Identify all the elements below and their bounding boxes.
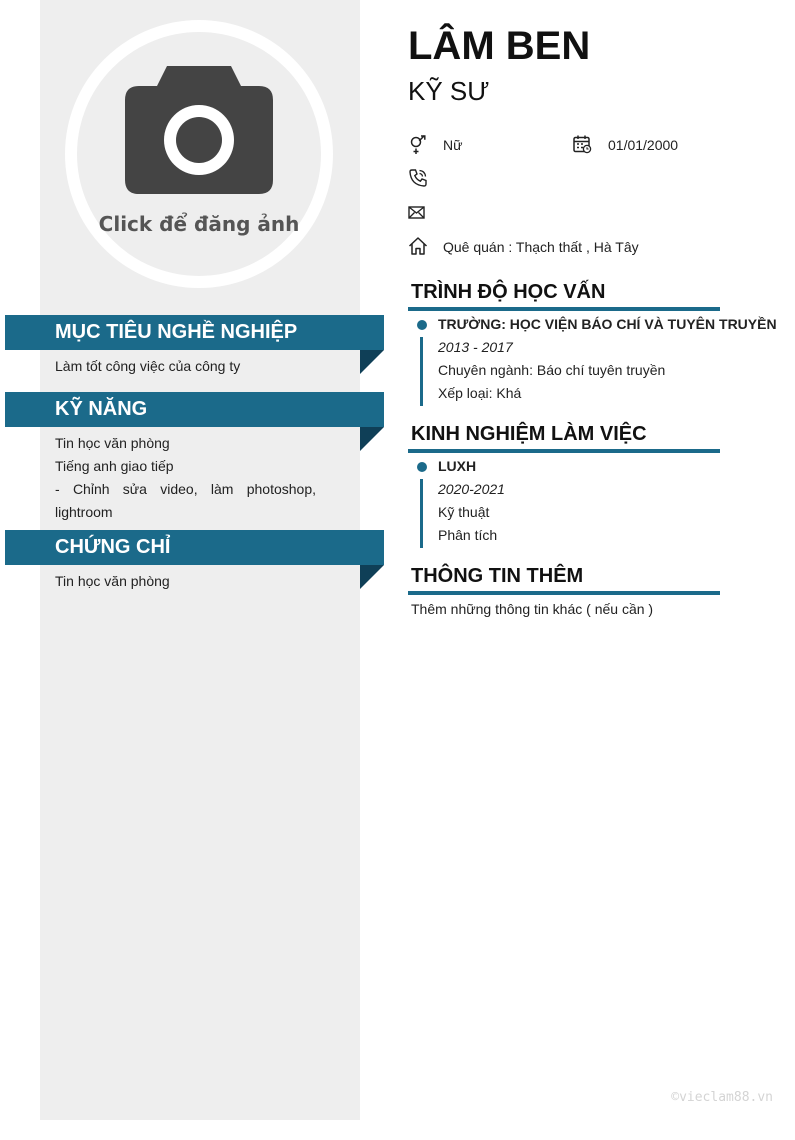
- hometown-value: Quê quán : Thạch thất , Hà Tây: [443, 239, 639, 255]
- objective-title: MỤC TIÊU NGHỀ NGHIỆP: [55, 321, 298, 343]
- education-divider: [408, 307, 720, 311]
- experience-period: 2020-2021: [438, 481, 505, 497]
- education-entry: [438, 313, 777, 405]
- skills-title: KỸ NĂNG: [55, 398, 148, 420]
- candidate-name: LÂM BEN: [408, 24, 591, 68]
- education-grade: Xếp loại: Khá: [438, 385, 522, 401]
- experience-timeline: [420, 479, 423, 548]
- experience-entry: [438, 455, 505, 547]
- watermark: ©vieclam88.vn: [671, 1090, 773, 1105]
- education-timeline: [420, 337, 423, 406]
- education-bullet: [417, 320, 427, 330]
- certificates-title: CHỨNG CHỈ: [55, 536, 171, 558]
- certificates-banner: [5, 530, 384, 565]
- objective-banner: [5, 315, 384, 350]
- extra-title: THÔNG TIN THÊM: [411, 565, 584, 587]
- skills-fold: [360, 427, 384, 451]
- photo-caption: Click để đăng ảnh: [98, 212, 300, 236]
- skills-list: [55, 432, 316, 524]
- education-major: Chuyên ngành: Báo chí tuyên truyền: [438, 362, 666, 378]
- skills-banner: [5, 392, 384, 427]
- skill-item: - Chỉnh sửa video, làm photoshop, lightroom: [55, 481, 316, 520]
- experience-title: KINH NGHIỆM LÀM VIỆC: [411, 423, 647, 445]
- skill-item: Tiếng anh giao tiếp: [55, 458, 174, 474]
- job-title: KỸ SƯ: [408, 76, 490, 106]
- objective-fold: [360, 350, 384, 374]
- home-icon: [408, 236, 428, 256]
- education-title: TRÌNH ĐỘ HỌC VẤN: [411, 281, 606, 303]
- education-period: 2013 - 2017: [438, 339, 513, 355]
- experience-line: Kỹ thuật: [438, 504, 490, 520]
- certificates-fold: [360, 565, 384, 589]
- gender-icon: [408, 134, 428, 154]
- extra-divider: [408, 591, 720, 595]
- phone-icon: [408, 168, 428, 188]
- objective-text: Làm tốt công việc của công ty: [55, 358, 241, 374]
- calendar-icon: [572, 134, 592, 154]
- skill-item: Tin học văn phòng: [55, 435, 170, 451]
- extra-text: Thêm những thông tin khác ( nếu cần ): [411, 601, 654, 617]
- experience-line: Phân tích: [438, 527, 498, 543]
- experience-divider: [408, 449, 720, 453]
- school-name: TRƯỜNG: HỌC VIỆN BÁO CHÍ VÀ TUYÊN TRUYỀN: [438, 316, 777, 332]
- experience-bullet: [417, 462, 427, 472]
- photo-upload[interactable]: [65, 20, 333, 288]
- mail-icon: [408, 202, 428, 222]
- company-name: LUXH: [438, 458, 477, 474]
- certificate-item: Tin học văn phòng: [55, 573, 170, 589]
- birthdate-value: 01/01/2000: [608, 137, 679, 153]
- gender-value: Nữ: [443, 137, 463, 153]
- camera-icon: [125, 66, 273, 194]
